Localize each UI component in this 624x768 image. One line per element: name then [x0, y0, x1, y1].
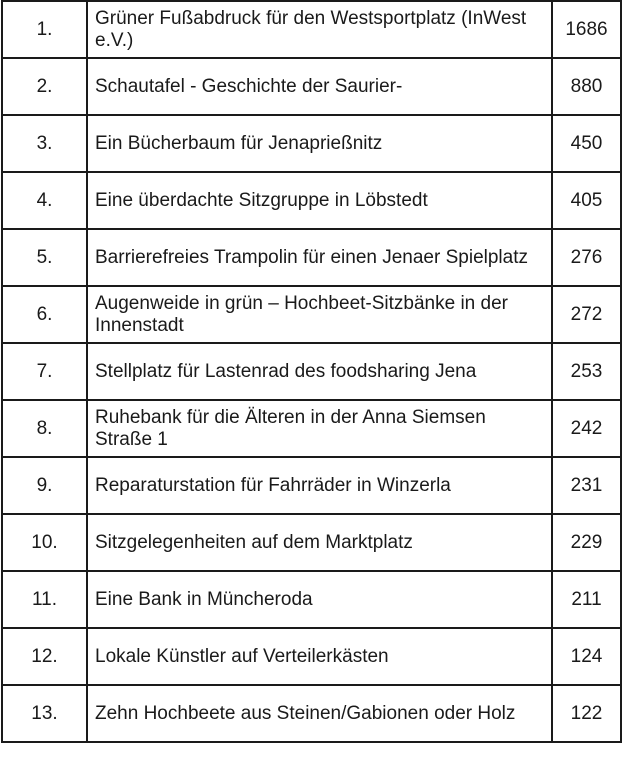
table-row: [2, 115, 621, 172]
votes-cell: 253: [552, 343, 621, 400]
rank-cell: 8.: [2, 400, 87, 457]
project-title-cell: Barrierefreies Trampolin für einen Jenaer Spielplatz: [87, 229, 552, 286]
table-row: [2, 571, 621, 628]
table-row: [2, 628, 621, 685]
table-row: [2, 58, 621, 115]
rank-cell: 5.: [2, 229, 87, 286]
project-title-cell: Grüner Fußabdruck für den Westsportplatz (InWest e.V.): [87, 1, 552, 58]
votes-cell: 1686: [552, 1, 621, 58]
project-title-cell: Ein Bücherbaum für Jenaprießnitz: [87, 115, 552, 172]
votes-cell: 231: [552, 457, 621, 514]
rank-cell: 6.: [2, 286, 87, 343]
votes-cell: 272: [552, 286, 621, 343]
rank-cell: 3.: [2, 115, 87, 172]
rank-cell: 10.: [2, 514, 87, 571]
table-row: [2, 400, 621, 457]
votes-cell: 880: [552, 58, 621, 115]
ranking-table-body: [2, 1, 621, 742]
table-row: [2, 343, 621, 400]
table-row: [2, 685, 621, 742]
votes-cell: 242: [552, 400, 621, 457]
project-title-cell: Schautafel - Geschichte der Saurier-: [87, 58, 552, 115]
project-title-cell: Stellplatz für Lastenrad des foodsharing Jena: [87, 343, 552, 400]
table-row: [2, 286, 621, 343]
rank-cell: 4.: [2, 172, 87, 229]
project-title-cell: Augenweide in grün – Hochbeet-Sitzbänke in der Innenstadt: [87, 286, 552, 343]
table-row: [2, 1, 621, 58]
table-row: [2, 514, 621, 571]
rank-cell: 2.: [2, 58, 87, 115]
project-title-cell: Eine überdachte Sitzgruppe in Löbstedt: [87, 172, 552, 229]
ranking-table: [1, 0, 622, 743]
project-title-cell: Zehn Hochbeete aus Steinen/Gabionen oder Holz: [87, 685, 552, 742]
votes-cell: 229: [552, 514, 621, 571]
table-row: [2, 457, 621, 514]
rank-cell: 7.: [2, 343, 87, 400]
project-title-cell: Reparaturstation für Fahrräder in Winzerla: [87, 457, 552, 514]
project-title-cell: Eine Bank in Müncheroda: [87, 571, 552, 628]
rank-cell: 13.: [2, 685, 87, 742]
table-row: [2, 172, 621, 229]
votes-cell: 211: [552, 571, 621, 628]
votes-cell: 450: [552, 115, 621, 172]
rank-cell: 12.: [2, 628, 87, 685]
project-title-cell: Sitzgelegenheiten auf dem Marktplatz: [87, 514, 552, 571]
project-title-cell: Lokale Künstler auf Verteilerkästen: [87, 628, 552, 685]
votes-cell: 124: [552, 628, 621, 685]
votes-cell: 276: [552, 229, 621, 286]
project-title-cell: Ruhebank für die Älteren in der Anna Siemsen Straße 1: [87, 400, 552, 457]
rank-cell: 11.: [2, 571, 87, 628]
votes-cell: 122: [552, 685, 621, 742]
rank-cell: 1.: [2, 1, 87, 58]
votes-cell: 405: [552, 172, 621, 229]
table-row: [2, 229, 621, 286]
rank-cell: 9.: [2, 457, 87, 514]
